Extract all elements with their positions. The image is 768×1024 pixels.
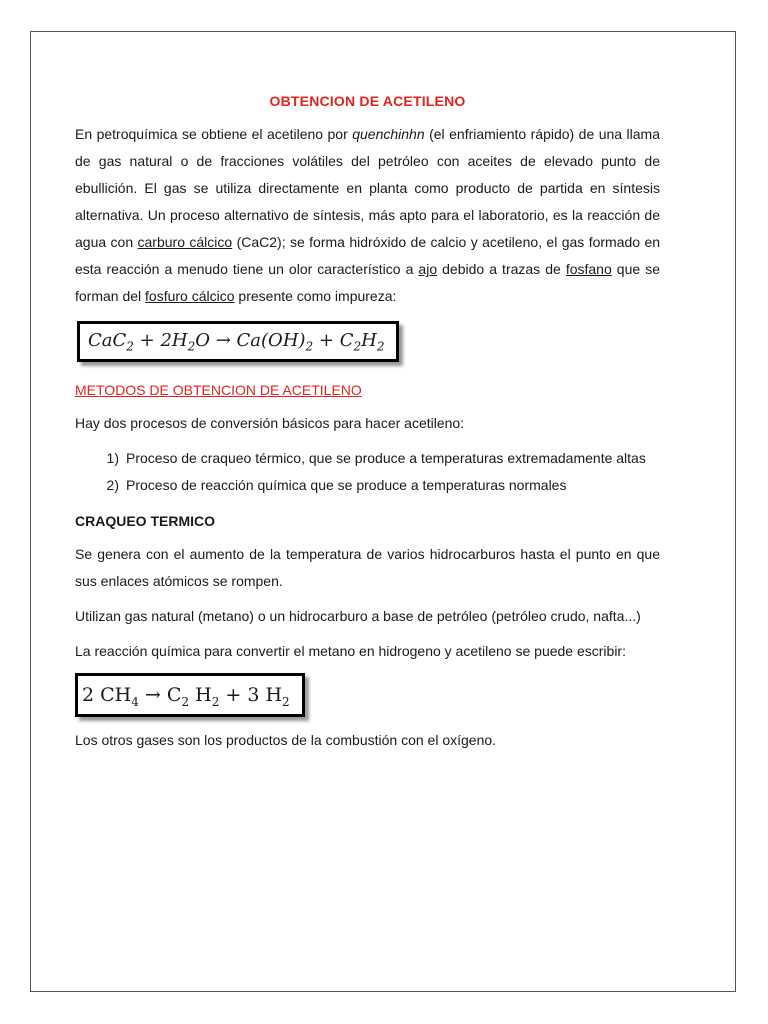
list-item — [75, 445, 660, 472]
eq-subscript: 2 — [181, 694, 190, 709]
methods-intro: Hay dos procesos de conversión básicos para hacer acetileno: — [75, 414, 465, 431]
eq-subscript: 2 — [187, 339, 196, 354]
link-fosfuro-calcico[interactable]: fosfuro cálcico — [145, 288, 235, 304]
closing-paragraph: Los otros gases son los productos de la combustión con el oxígeno. — [75, 732, 497, 749]
list-number: 2) — [106, 476, 119, 493]
eq-term: + 2H — [133, 330, 188, 351]
equation-methane-cracking — [75, 673, 305, 718]
eq-term: H — [361, 330, 377, 351]
link-ajo[interactable]: ajo — [418, 261, 438, 277]
link-fosfano[interactable]: fosfano — [565, 261, 612, 277]
list-item-text: Proceso de craqueo térmico, que se produce a temperaturas extremadamente altas — [126, 449, 646, 466]
eq-term: H — [189, 683, 212, 706]
eq-term: 2 CH — [82, 683, 132, 706]
intro-text: (el enfriamiento rápido) de una llama de gas natural o de fracciones volátiles del petróleo con aceites de elevado punto de ebullición. El gas se utiliza directamente en planta como producto de partida en síntesis alternativa. Un proceso alternativo de síntesis, más apto para el laboratorio, es la reacción de agua con — [75, 126, 660, 250]
methods-heading-link[interactable]: METODOS DE OBTENCION DE ACETILENO — [75, 381, 362, 398]
eq-term: CaC — [88, 330, 127, 351]
cracking-paragraph-3: La reacción química para convertir el metano en hidrogeno y acetileno se puede escribir: — [75, 642, 626, 659]
cracking-paragraph-1: Se genera con el aumento de la temperatura de varios hidrocarburos hasta el punto en que sus enlaces atómicos se rompen. — [75, 545, 660, 589]
eq-term: + C — [313, 330, 354, 351]
document-title: OBTENCION DE ACETILENO — [269, 93, 466, 109]
intro-paragraph — [75, 121, 660, 310]
eq-subscript: 4 — [131, 694, 139, 709]
link-carburo-calcico[interactable]: carburo cálcico — [137, 234, 233, 250]
intro-italic-term: quenchinhn — [352, 126, 425, 142]
intro-text: que se forman del — [75, 261, 660, 304]
intro-text: (CaC2); se forma hidróxido de calcio y acetileno, el gas formado en esta reacción a menudo tiene un olor característico a — [75, 234, 661, 277]
list-item — [75, 472, 660, 499]
methods-list — [75, 445, 660, 499]
eq-subscript: 2 — [126, 339, 134, 354]
eq-term: + 3 H — [219, 683, 283, 706]
eq-term: → C — [138, 683, 182, 706]
eq-term: O → Ca(OH) — [195, 330, 306, 351]
eq-subscript: 2 — [305, 339, 314, 354]
intro-text: presente como impureza: — [234, 288, 397, 304]
list-number: 1) — [106, 449, 119, 466]
document-content — [75, 93, 660, 754]
intro-text: En petroquímica se obtiene el acetileno por — [75, 126, 353, 142]
cracking-paragraph-2: Utilizan gas natural (metano) o un hidrocarburo a base de petróleo (petróleo crudo, nafta...) — [75, 607, 641, 624]
eq-subscript: 2 — [211, 694, 220, 709]
eq-subscript: 2 — [282, 694, 290, 709]
eq-subscript: 2 — [353, 339, 362, 354]
list-item-text: Proceso de reacción química que se produce a temperaturas normales — [126, 476, 567, 493]
eq-subscript: 2 — [376, 339, 385, 354]
cracking-heading: CRAQUEO TERMICO — [75, 512, 215, 529]
intro-text: debido a trazas de — [437, 261, 566, 277]
equation-carbide-hydrolysis — [77, 321, 399, 362]
